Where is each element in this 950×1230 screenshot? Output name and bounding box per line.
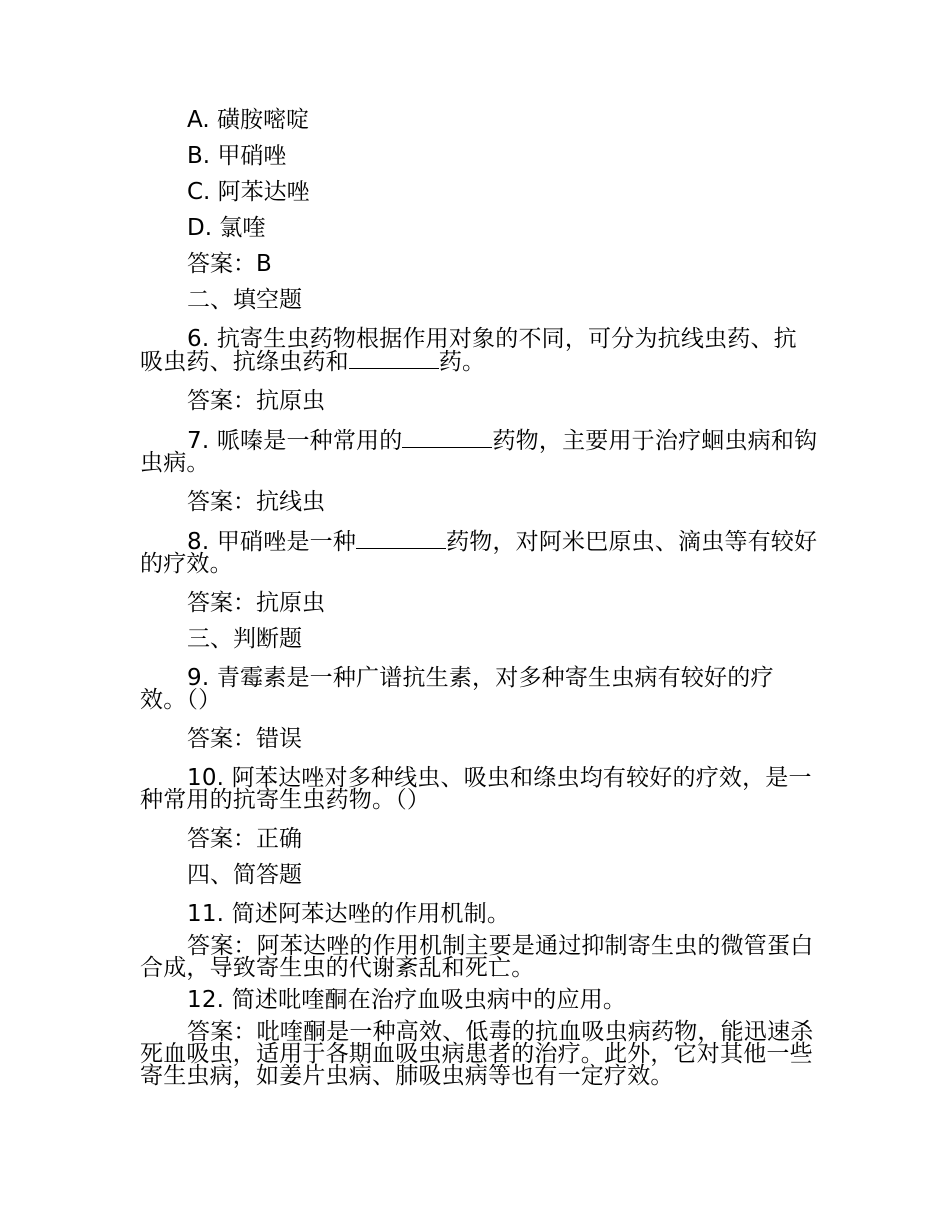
question-8-text-before: 8. 甲硝唑是一种 bbox=[187, 529, 357, 555]
q8-answer: 答案：抗原虫 bbox=[187, 590, 325, 616]
question-6-blank bbox=[349, 350, 439, 369]
q10-answer: 答案：正确 bbox=[187, 826, 302, 852]
q11-answer: 答案：阿苯达唑的作用机制主要是通过抑制寄生虫的微管蛋白合成，导致寄生虫的代谢紊乱和死亡。 bbox=[140, 933, 814, 981]
q7-answer: 答案：抗线虫 bbox=[187, 489, 325, 515]
option-d: D. 氯喹 bbox=[187, 215, 266, 241]
question-8-blank bbox=[356, 530, 446, 549]
question-12: 12. 简述吡喹酮在治疗血吸虫病中的应用。 bbox=[187, 987, 627, 1013]
question-6 bbox=[140, 328, 820, 373]
question-7-text-before: 7. 哌嗪是一种常用的 bbox=[187, 428, 403, 454]
q5-answer: 答案：B bbox=[187, 251, 272, 277]
question-8-text-after: 药物，对阿米巴原虫、滴虫等有较好的疗效。 bbox=[140, 529, 818, 577]
document-page bbox=[140, 102, 820, 1097]
question-6-text-before: 6. 抗寄生虫药物根据作用对象的不同，可分为抗线虫药、抗吸虫药、抗绦虫药和 bbox=[140, 326, 797, 375]
section-true-false-title: 三、判断题 bbox=[187, 626, 302, 652]
question-7 bbox=[140, 429, 820, 474]
section-fill-in-title: 二、填空题 bbox=[187, 287, 302, 313]
option-a: A. 磺胺嘧啶 bbox=[187, 107, 309, 133]
question-8 bbox=[140, 530, 820, 575]
question-10: 10. 阿苯达唑对多种线虫、吸虫和绦虫均有较好的疗效，是一种常用的抗寄生虫药物。（） bbox=[140, 765, 812, 813]
option-b: B. 甲硝唑 bbox=[187, 143, 287, 169]
question-7-text-after: 药物，主要用于治疗蛔虫病和钩虫病。 bbox=[140, 428, 818, 476]
option-c: C. 阿苯达唑 bbox=[187, 179, 310, 205]
question-6-text-after: 药。 bbox=[438, 349, 486, 375]
q12-answer: 答案：吡喹酮是一种高效、低毒的抗血吸虫病药物，能迅速杀死血吸虫，适用于各期血吸虫病患者的治疗。此外，它对其他一些寄生虫病，如姜片虫病、肺吸虫病等也有一定疗效。 bbox=[140, 1019, 814, 1089]
question-9: 9. 青霉素是一种广谱抗生素，对多种寄生虫病有较好的疗效。（） bbox=[140, 665, 774, 713]
q6-answer: 答案：抗原虫 bbox=[187, 388, 325, 414]
section-short-answer-title: 四、简答题 bbox=[187, 862, 302, 888]
question-11: 11. 简述阿苯达唑的作用机制。 bbox=[187, 901, 511, 927]
question-7-blank bbox=[402, 429, 492, 448]
q9-answer: 答案：错误 bbox=[187, 726, 302, 752]
